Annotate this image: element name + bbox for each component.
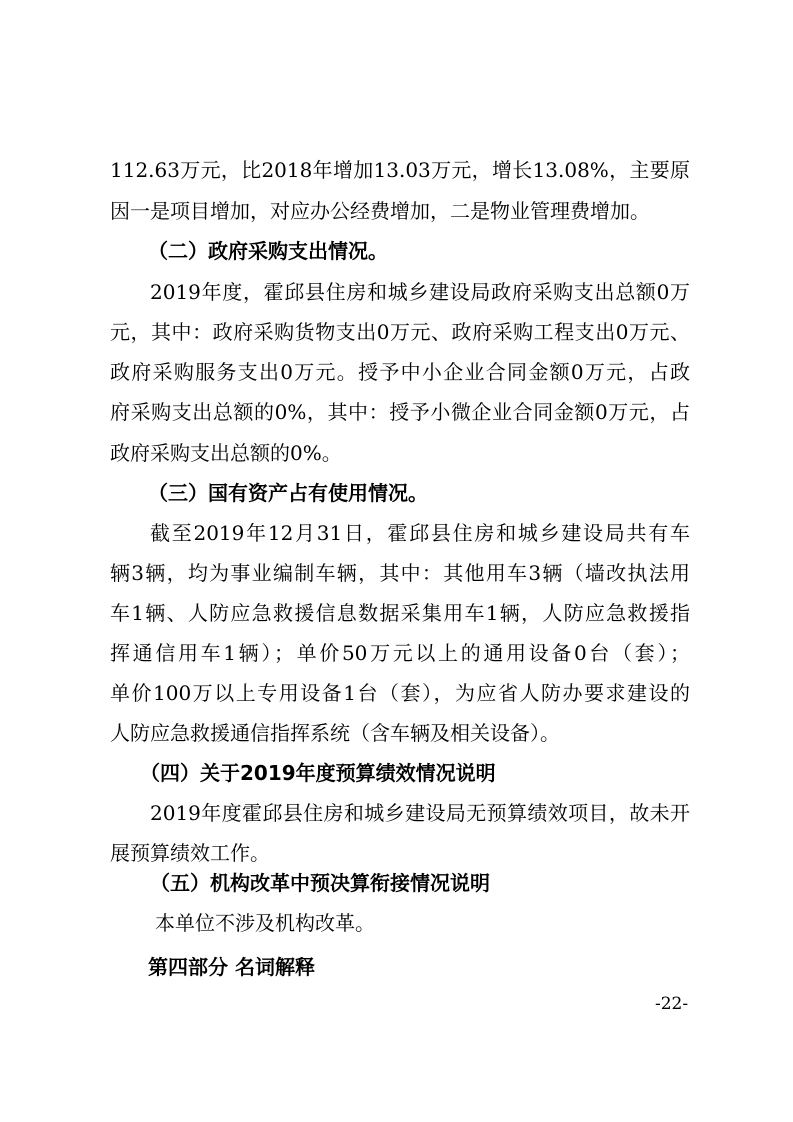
section-heading: （四）关于2019年度预算绩效情况说明 [140,761,496,785]
paragraph-line: 2019年度霍邱县住房和城乡建设局无预算绩效项目，故未开 [150,801,690,825]
part-heading: 第四部分 名词解释 [148,955,315,979]
paragraph-line: 展预算绩效工作。 [110,841,270,865]
paragraph-line: 人防应急救援通信指挥系统（含车辆及相关设备）。 [110,721,560,745]
paragraph-line: 府采购支出总额的0%，其中：授予小微企业合同金额0万元，占 [110,400,690,424]
page-number: -22- [655,994,689,1014]
section-heading: （三）国有资产占有使用情况。 [148,481,428,505]
paragraph-line: 挥通信用车1辆）；单价50万元以上的通用设备0台（套）； [110,641,690,665]
paragraph-line: 截至2019年12月31日，霍邱县住房和城乡建设局共有车 [150,521,690,545]
paragraph-line: 112.63万元，比2018年增加13.03万元，增长13.08%，主要原 [110,158,690,182]
section-heading: （二）政府采购支出情况。 [148,239,388,263]
paragraph-line: 本单位不涉及机构改革。 [155,911,375,935]
paragraph-line: 车1辆、人防应急救援信息数据采集用车1辆，人防应急救援指 [110,601,690,625]
paragraph-line: 元，其中：政府采购货物支出0万元、政府采购工程支出0万元、 [110,320,690,344]
paragraph-line: 因一是项目增加，对应办公经费增加，二是物业管理费增加。 [110,199,650,223]
paragraph-line: 辆3辆，均为事业编制车辆，其中：其他用车3辆（墙改执法用 [110,561,690,585]
paragraph-line: 政府采购支出总额的0%。 [110,441,342,465]
paragraph-line: 2019年度，霍邱县住房和城乡建设局政府采购支出总额0万 [150,280,690,304]
paragraph-line: 单价100万以上专用设备1台（套），为应省人防办要求建设的 [110,681,690,705]
section-heading: （五）机构改革中预决算衔接情况说明 [150,871,490,895]
paragraph-line: 政府采购服务支出0万元。授予中小企业合同金额0万元，占政 [110,360,690,384]
